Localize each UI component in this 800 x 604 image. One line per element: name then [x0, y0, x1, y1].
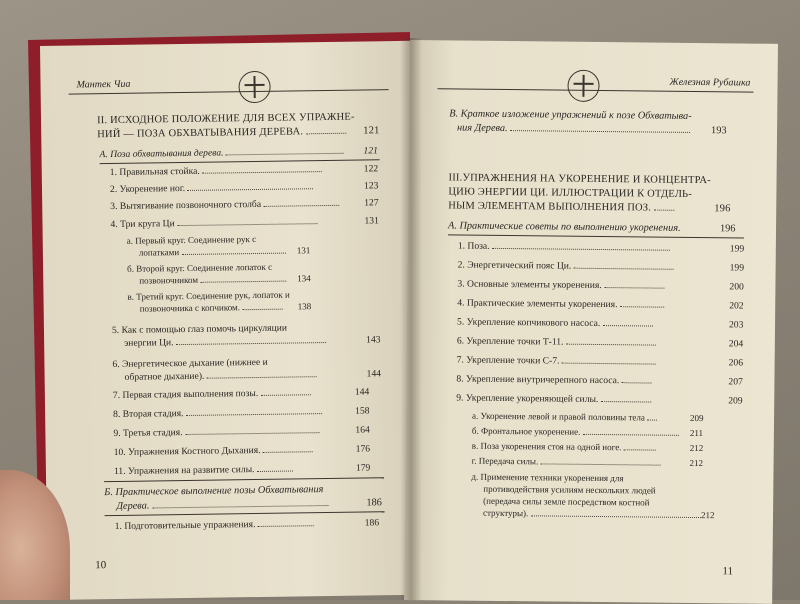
- toc-entry: III.УПРАЖНЕНИЯ НА УКОРЕНЕНИЕ И КОНЦЕНТРА-: [448, 172, 711, 187]
- toc-entry: 11. Упражнения на развитие силы. 179: [113, 462, 371, 478]
- toc-entry: в. Третий круг. Соединение рук, лопаток и: [127, 289, 290, 302]
- toc-entry: Дерева. 186: [116, 497, 382, 512]
- book-spine-shadow: [400, 38, 422, 600]
- emblem-icon: [238, 71, 270, 103]
- toc-entry: противодействия усилиям нескольких людей: [483, 483, 656, 496]
- toc-entry: б. Фронтальное укоренение. 211: [471, 425, 704, 439]
- toc-entry: 7. Укрепление точки С-7. 206: [456, 354, 744, 369]
- toc-entry: позвоночника с копчиком. 138: [139, 301, 312, 314]
- toc-entry: 1. Правильная стойка. 122: [109, 163, 379, 179]
- toc-entry: 5. Укрепление копчикового насоса. 203: [456, 316, 744, 331]
- right-page-number: 11: [722, 565, 734, 578]
- left-page-number: 10: [95, 559, 107, 572]
- toc-entry: 3. Вытягивание позвоночного столба 127: [110, 197, 379, 213]
- toc-entry: в. Поза укоренения стоя на одной ноге. 212: [471, 440, 704, 454]
- toc-entry: В. Краткое изложение упражнений к позе Обхватыва-: [449, 108, 692, 122]
- left-page: [40, 41, 420, 600]
- toc-entry: 6. Энергетическое дыхание (нижнее и: [112, 356, 268, 371]
- toc-entry: 9. Третья стадия. 164: [113, 424, 370, 440]
- toc-entry: 7. Первая стадия выполнения позы. 144: [112, 386, 370, 402]
- toc-entry: структуры). 212: [483, 507, 715, 521]
- toc-entry: А. Поза обхватывания дерева. 121: [99, 145, 378, 161]
- right-header-title: Железная Рубашка: [669, 76, 751, 89]
- toc-entry: 9. Укрепление укореняющей силы. 209: [456, 392, 743, 407]
- toc-entry: 8. Укрепление внутричерепного насоса. 207: [456, 373, 743, 388]
- toc-entry: а. Укоренение левой и правой половины тела 209: [472, 410, 704, 424]
- left-page-header: [68, 69, 388, 103]
- left-header-author: Мантек Чиа: [76, 78, 131, 91]
- toc-entry: 4. Три круга Ци 131: [110, 215, 379, 231]
- toc-entry: 4. Практические элементы укоренения. 202: [457, 297, 744, 312]
- toc-entry: Б. Практическое выполнение позы Обхватывания: [104, 484, 324, 499]
- right-page: [404, 40, 778, 604]
- toc-entry: а. Первый круг. Соединение рук с: [126, 234, 257, 246]
- toc-entry: 2. Укоренение ног. 123: [109, 180, 379, 196]
- toc-entry: позвоночником 134: [139, 273, 311, 286]
- toc-entry: А. Практические советы по выполнению укоренения. 196: [447, 220, 736, 235]
- section-rule: [448, 234, 744, 238]
- header-rule: [69, 89, 389, 94]
- toc-entry: 2. Энергетический пояс Ци. 199: [457, 259, 745, 274]
- toc-entry: (передача силы земле посредством костной: [483, 495, 650, 508]
- toc-entry: 10. Упражнения Костного Дыхания. 176: [113, 443, 371, 459]
- toc-entry: г. Передача силы. 212: [471, 455, 704, 469]
- toc-entry: 3. Основные элементы укоренения. 200: [457, 278, 744, 293]
- toc-entry: 5. Как с помощью глаз помочь циркуляции: [111, 322, 288, 337]
- emblem-icon: [567, 70, 599, 102]
- toc-entry: 1. Поза. 199: [457, 240, 745, 255]
- toc-entry: 6. Укрепление точки Т-11. 204: [456, 335, 744, 350]
- toc-entry: 1. Подготовительные упражнения. 186: [114, 517, 380, 533]
- toc-entry: ния Дерева. 193: [457, 122, 727, 137]
- toc-entry: 8. Вторая стадия. 158: [113, 405, 370, 421]
- toc-entry: д. Применение техники укоренения для: [471, 471, 624, 484]
- toc-entry: ЦИЮ ЭНЕРГИИ ЦИ. ИЛЛЮСТРАЦИИ К ОТДЕЛЬ-: [448, 186, 693, 200]
- toc-entry: энергии Ци. 143: [124, 334, 381, 349]
- toc-entry: б. Второй круг. Соединение лопаток с: [127, 261, 273, 274]
- toc-entry: II. ИСХОДНОЕ ПОЛОЖЕНИЕ ДЛЯ ВСЕХ УПРАЖНЕ-: [96, 111, 355, 127]
- toc-entry: НИЙ — ПОЗА ОБХВАТЫВАНИЯ ДЕРЕВА. 121: [97, 125, 380, 141]
- section-rule: [104, 477, 384, 482]
- right-page-header: [437, 68, 753, 101]
- toc-entry: лопатками 131: [138, 245, 311, 258]
- toc-entry: НЫМ ЭЛЕМЕНТАМ ВЫПОЛНЕНИЯ ПОЗ. 196: [448, 200, 731, 215]
- toc-entry: обратное дыхание). 144: [124, 368, 382, 383]
